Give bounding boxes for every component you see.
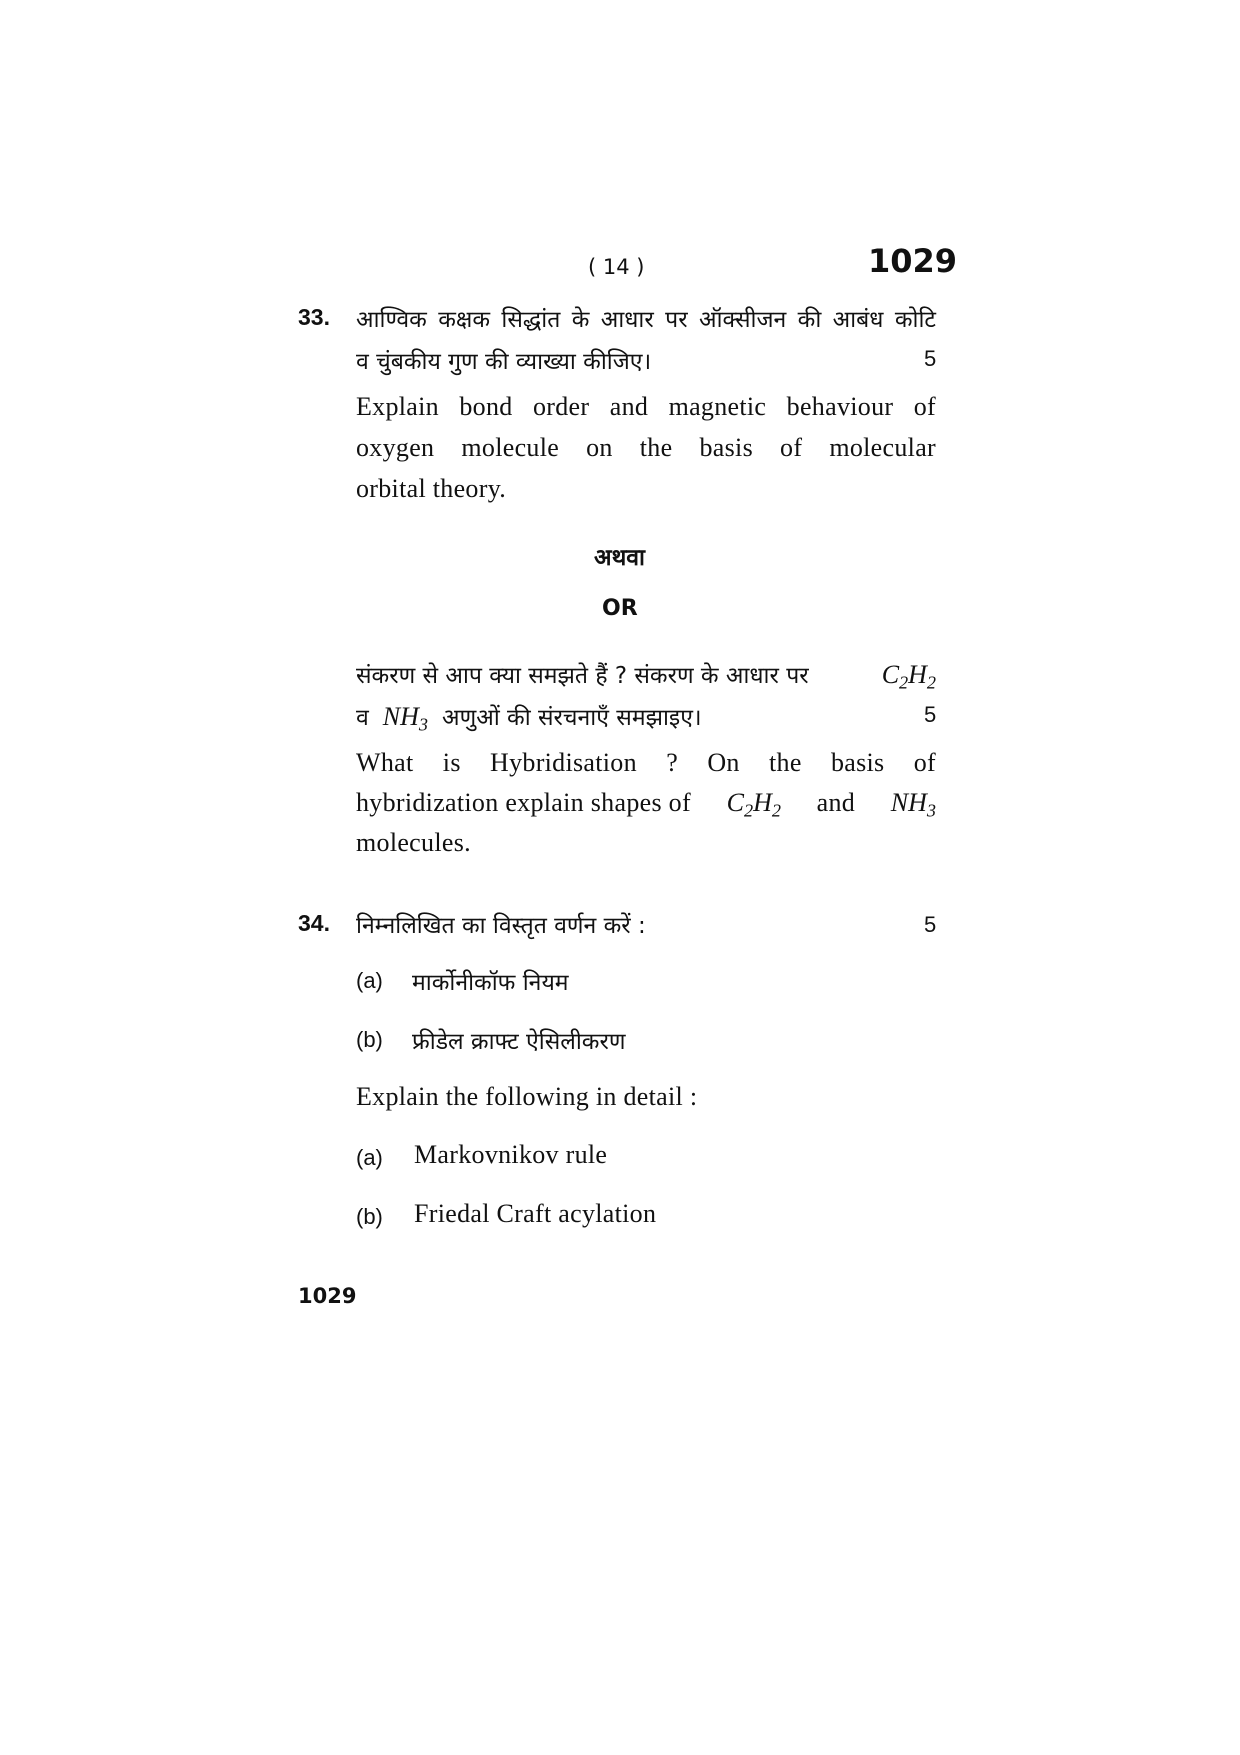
q33-alt-english-text: hybridization explain shapes of (356, 788, 691, 817)
q34-english-item-a: Markovnikov rule (414, 1140, 608, 1169)
page-number: ( 14 ) (588, 255, 645, 279)
q34-hindi-item-a: मार्कोनीकॉफ नियम (412, 970, 569, 996)
q33-alt-hindi-end: अणुओं की संरचनाएँ समझाइए। (442, 705, 702, 731)
paper-code-footer: 1029 (298, 1284, 357, 1308)
q34-hindi-item-b-tag: (b) (356, 1027, 383, 1052)
paper-code-header: 1029 (868, 242, 958, 280)
question-34-number: 34. (298, 910, 330, 936)
q33-alt-hindi-text: संकरण से आप क्या समझते हैं ? संकरण के आधार पर (356, 663, 809, 689)
or-hindi-label: अथवा (594, 545, 646, 571)
or-english-label: OR (602, 596, 638, 621)
q34-hindi-intro: निम्नलिखित का विस्तृत वर्णन करें : (356, 913, 646, 939)
q33-marks: 5 (924, 346, 937, 371)
q33-alt-english-line2 (356, 788, 936, 821)
q34-hindi-item-b: फ्रीडेल क्राफ्ट ऐसिलीकरण (412, 1029, 626, 1055)
q33-english-line3: orbital theory. (356, 474, 507, 503)
q34-english-intro: Explain the following in detail : (356, 1082, 698, 1111)
q34-marks: 5 (924, 912, 937, 937)
q33-alt-english-line3: molecules. (356, 828, 471, 857)
q33-english-line2: oxygen molecule on the basis of molecular (356, 433, 936, 462)
q33-hindi-line1: आण्विक कक्षक सिद्धांत के आधार पर ऑक्सीजन की आबंध कोटि (356, 307, 936, 333)
formula-c2h2-en: $C_2H_2$ (726, 788, 781, 821)
q33-hindi-line2: व चुंबकीय गुण की व्याख्या कीजिए। (356, 349, 652, 375)
q33-english-line1: Explain bond order and magnetic behaviour of (356, 392, 936, 421)
q34-english-item-b-tag: (b) (356, 1204, 383, 1229)
q34-hindi-item-a-tag: (a) (356, 968, 383, 993)
q34-english-item-a-tag: (a) (356, 1145, 383, 1170)
question-33-number: 33. (298, 304, 330, 330)
q33-alt-english-line1: What is Hybridisation ? On the basis of (356, 748, 936, 777)
q33-alt-hindi-line2 (356, 700, 702, 735)
q33-alt-english-and: and (816, 788, 856, 817)
q34-english-item-b: Friedal Craft acylation (414, 1199, 657, 1228)
formula-c2h2: $C_2H_2$ (881, 660, 936, 693)
q33-alt-marks: 5 (924, 702, 937, 727)
formula-nh3: $NH_3$ (382, 702, 429, 735)
q33-alt-hindi-va: व (356, 705, 369, 731)
formula-nh3-en: $NH_3$ (890, 788, 936, 821)
q33-alt-hindi-line1 (356, 658, 936, 693)
